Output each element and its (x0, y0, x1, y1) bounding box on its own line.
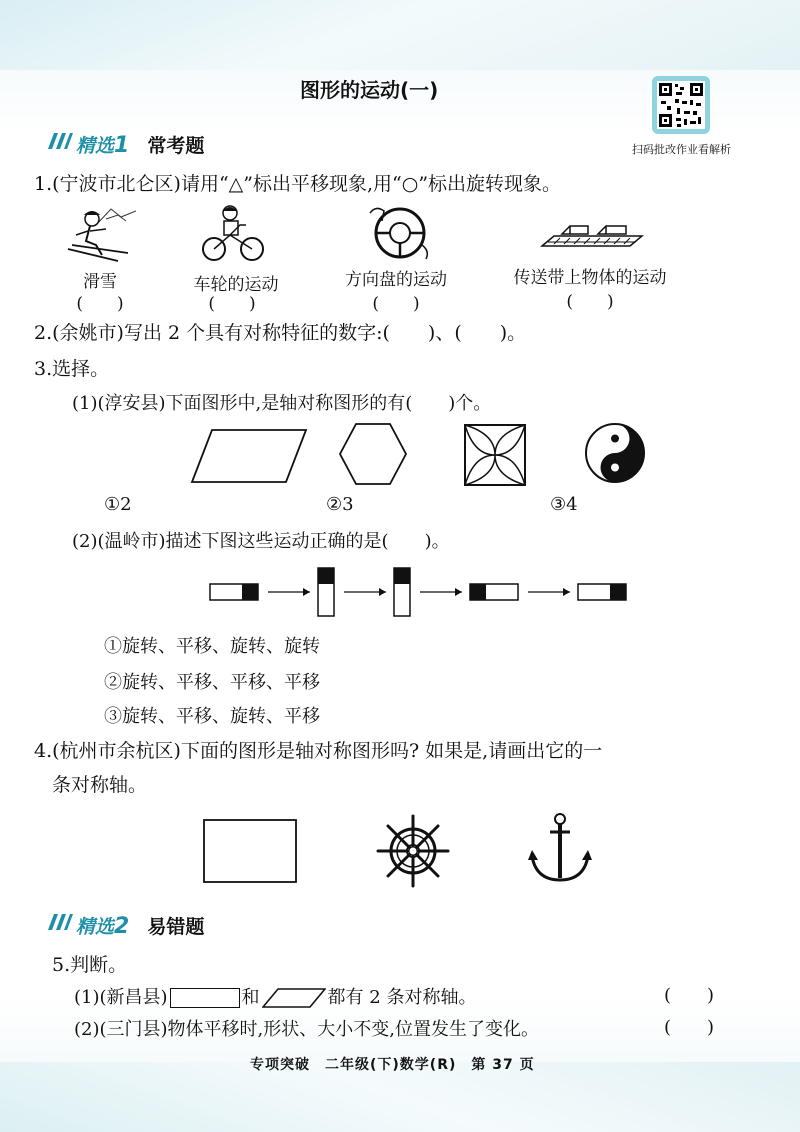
q3-2-option-2[interactable]: ②旋转、平移、平移、平移 (104, 672, 320, 693)
question-4-line-1: 4.(杭州市余杭区)下面的图形是轴对称图形吗? 如果是,请画出它的一 (34, 740, 603, 762)
question-3-2-text: (2)(温岭市)描述下图这些运动正确的是( )。 (72, 531, 450, 552)
q1-blank-4[interactable]: ( ) (566, 292, 614, 312)
q5-1-suffix: 都有 2 条对称轴。 (327, 987, 477, 1008)
yin-yang-shape (584, 422, 646, 484)
page-footer: 专项突破 二年级(下)数学(R) 第 37 页 (250, 1057, 535, 1073)
section-2-label: 易错题 (147, 916, 205, 938)
q3-1-option-2[interactable]: ②3 (326, 494, 354, 515)
flower-square-shape (464, 424, 526, 486)
question-5-text: 5.判断。 (52, 954, 128, 976)
q3-2-option-1[interactable]: ①旋转、平移、旋转、旋转 (104, 636, 320, 657)
parallelogram-shape (190, 428, 308, 484)
anchor-icon (524, 812, 594, 884)
section-1-icon (46, 131, 74, 151)
q5-1-prefix: (1)(新昌县) (74, 987, 168, 1008)
section-2-icon (46, 912, 74, 932)
hexagon-shape (338, 422, 408, 486)
section-2-heading: 精选2 易错题 (76, 914, 205, 939)
q5-1-blank[interactable]: ( ) (664, 985, 715, 1006)
section-1-heading: 精选1 常考题 (76, 133, 205, 158)
motion-sequence-diagram (206, 564, 632, 620)
page-title: 图形的运动(一) (300, 78, 439, 102)
question-4-line-2: 条对称轴。 (52, 774, 148, 796)
conveyor-belt-illustration (540, 220, 644, 248)
q3-2-option-3[interactable]: ③旋转、平移、旋转、平移 (104, 706, 320, 727)
q5-parallelogram-shape (262, 988, 326, 1008)
q3-1-option-3[interactable]: ③4 (550, 494, 578, 515)
steering-wheel-illustration (366, 203, 432, 261)
question-3-text: 3.选择。 (34, 358, 110, 380)
bicycle-illustration (200, 203, 266, 263)
top-decoration (0, 0, 800, 70)
q1-blank-3[interactable]: ( ) (372, 294, 420, 314)
question-5-2: (2)(三门县)物体平移时,形状、大小不变,位置发生了变化。 (74, 1019, 539, 1040)
question-3-1-text: (1)(淳安县)下面图形中,是轴对称图形的有( )个。 (72, 393, 492, 414)
skiing-illustration (66, 205, 136, 263)
q1-caption-1: 滑雪 (83, 272, 117, 292)
q1-caption-2: 车轮的运动 (193, 275, 279, 295)
question-5-1 (74, 986, 476, 1010)
q1-blank-2[interactable]: ( ) (208, 294, 256, 314)
ship-wheel-icon (376, 814, 450, 888)
q5-rectangle-shape (170, 988, 240, 1008)
q1-blank-1[interactable]: ( ) (76, 294, 124, 314)
q5-2-blank[interactable]: ( ) (664, 1017, 715, 1038)
q1-caption-3: 方向盘的运动 (345, 270, 447, 290)
question-1-text: 1.(宁波市北仑区)请用“△”标出平移现象,用“○”标出旋转现象。 (34, 173, 562, 195)
q1-caption-4: 传送带上物体的运动 (513, 268, 667, 288)
q5-1-mid: 和 (241, 987, 260, 1008)
question-2-text: 2.(余姚市)写出 2 个具有对称特征的数字:( )、( )。 (34, 322, 527, 344)
qr-caption: 扫码批改作业看解析 (632, 143, 731, 156)
rectangle-shape (202, 818, 298, 884)
q3-1-option-1[interactable]: ①2 (104, 494, 132, 515)
qr-code-icon[interactable] (652, 76, 710, 134)
section-1-label: 常考题 (147, 135, 205, 157)
